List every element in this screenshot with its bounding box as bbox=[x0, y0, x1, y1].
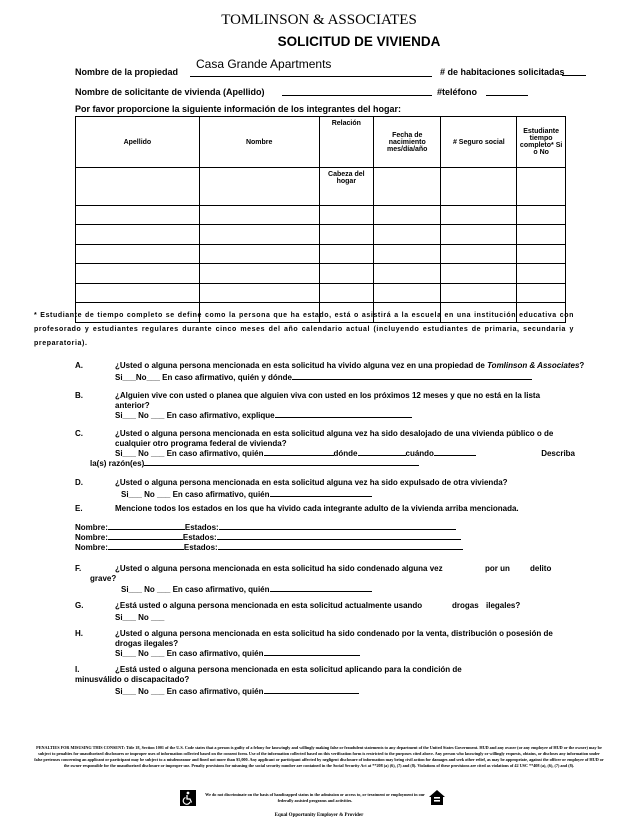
question-f-text: ¿Usted o alguna persona mencionada en esta solicitud ha sido condenado alguna vez bbox=[115, 564, 443, 573]
rooms-field[interactable] bbox=[562, 75, 586, 76]
question-g-label: G. bbox=[75, 601, 84, 610]
head-of-household: Cabeza del hogar bbox=[319, 168, 373, 206]
phone-label: #teléfono bbox=[437, 87, 478, 97]
property-field[interactable] bbox=[190, 56, 432, 77]
question-i-label: I. bbox=[75, 665, 80, 674]
table-cell[interactable] bbox=[441, 168, 517, 206]
question-a-label: A. bbox=[75, 361, 83, 370]
table-row[interactable] bbox=[76, 225, 566, 245]
col-ssn: # Seguro social bbox=[441, 117, 517, 168]
question-e-label: E. bbox=[75, 504, 83, 513]
question-g-ilegales: ilegales? bbox=[486, 601, 521, 610]
col-estudiante: Estudiante tiempo completo* Si o No bbox=[517, 117, 566, 168]
table-cell[interactable] bbox=[199, 168, 319, 206]
table-cell[interactable] bbox=[374, 168, 441, 206]
question-f-answer[interactable]: Si___ No ___ En caso afirmativo, quién bbox=[121, 585, 372, 595]
table-cell[interactable] bbox=[76, 168, 200, 206]
property-value: Casa Grande Apartments bbox=[196, 57, 332, 71]
states-row[interactable]: Nombre: Estados: bbox=[75, 543, 463, 553]
question-i-text2: minusválido o discapacitado? bbox=[75, 675, 190, 684]
question-h-text: ¿Usted o alguna persona mencionada en esta solicitud ha sido condenado por la venta, distribución o posesión de drogas ilegales? bbox=[115, 629, 553, 648]
table-row[interactable] bbox=[76, 264, 566, 284]
question-c-answer[interactable]: Si___ No ___ En caso afirmativo, quién dónde cuándo Describa bbox=[115, 449, 575, 458]
table-row[interactable] bbox=[76, 284, 566, 303]
states-row[interactable]: Nombre: Estados: bbox=[75, 523, 456, 533]
question-h-label: H. bbox=[75, 629, 83, 638]
col-nombre: Nombre bbox=[199, 117, 319, 168]
question-f-mid: por un bbox=[485, 564, 510, 573]
applicant-label: Nombre de solicitante de vivienda (Apellido) bbox=[75, 87, 265, 97]
question-d-answer[interactable]: Si___ No ___ En caso afirmativo, quién bbox=[121, 490, 372, 500]
question-e-text: Mencione todos los estados en los que ha vivido cada integrante adulto de la vivienda arriba mencionada. bbox=[115, 504, 519, 513]
question-a-text: ¿Usted o alguna persona mencionada en esta solicitud ha vivido alguna vez en una propiedad de Tomlinson & Associates? bbox=[115, 361, 585, 370]
question-b-answer[interactable]: Si___ No ___ En caso afirmativo, explique bbox=[115, 411, 412, 421]
question-c-describa: Describa bbox=[541, 449, 575, 458]
question-g-drogas: drogas bbox=[452, 601, 479, 610]
question-f-grave: grave? bbox=[90, 574, 117, 583]
property-label: Nombre de la propiedad bbox=[75, 67, 179, 77]
question-c-reason[interactable]: la(s) razón(es) bbox=[90, 459, 419, 469]
nondiscrimination-text: We do not discriminate on the basis of handicapped status in the admission or access to, or treatment or employment in our federally assisted programs and activities. bbox=[205, 792, 425, 803]
question-a-company: Tomlinson & Associates bbox=[487, 361, 580, 370]
student-note: * Estudiante de tiempo completo se define como la persona que ha estado, está o asistirá a la escuela en una institución educativa con profesorado y estudiantes regulares durante cinco meses del año calendario actual (incluyendo estudiantes de primaria, secundaria y preparatoria). bbox=[34, 312, 574, 347]
household-table bbox=[75, 116, 566, 323]
household-intro: Por favor proporcione la siguiente información de los integrantes del hogar: bbox=[75, 104, 402, 114]
form-title: SOLICITUD DE VIVIENDA bbox=[277, 34, 441, 49]
question-d-label: D. bbox=[75, 478, 83, 487]
equal-housing-icon bbox=[428, 789, 446, 806]
question-h-answer[interactable]: Si___ No ___ En caso afirmativo, quién bbox=[115, 649, 360, 659]
col-fecha: Fecha de nacimiento mes/día/año bbox=[374, 117, 441, 168]
question-c-text: ¿Usted o alguna persona mencionada en esta solicitud alguna vez ha sido desalojado de una vivienda público o de cualquier otro programa federal de vivienda? bbox=[115, 429, 554, 448]
rooms-label: # de habitaciones solicitadas bbox=[440, 67, 565, 77]
question-g-text: ¿Está usted o alguna persona mencionada en esta solicitud actualmente usando bbox=[115, 601, 423, 610]
accessibility-icon bbox=[180, 790, 196, 806]
question-f-label: F. bbox=[75, 564, 82, 573]
question-d-text: ¿Usted o alguna persona mencionada en esta solicitud alguna vez ha sido expulsado de otra vivienda? bbox=[115, 478, 508, 487]
question-b-label: B. bbox=[75, 391, 83, 400]
table-row[interactable] bbox=[76, 245, 566, 264]
table-row[interactable] bbox=[76, 206, 566, 225]
question-i-answer[interactable]: Si___ No ___ En caso afirmativo, quién bbox=[115, 687, 359, 697]
col-apellido: Apellido bbox=[76, 117, 200, 168]
penalties-text: PENALTIES FOR MISUSING THIS CONSENT: Title 18, Section 1001 of the U.S. Code states that a person is guilty of a felony for knowingly and willingly making false or fraudulent statements to any department of the United States Government. HUD and any owner (or any employee of HUD or the owner) may be subject to penalties for unauthorized disclosures or improper uses of information collected based on the consent form. Use of the information collected based on this verification form is restricted to the purposes cited above. Any person who knowingly or willingly requests, obtains, or discloses any information under false pretenses concerning an applicant or participant may be subject to a misdemeanor and fined not more than $5,000. Any applicant or participant affected by negligent disclosure of information may bring civil action for damages and seek other relief, as may be appropriate, against the officer or employee of HUD or the owner responsible for the unauthorized disclosure or improper use. Penalty provisions for misusing the social security number are contained in the Social Security Act at **208 (a) (6), (7) and (8). Violations of these provisions are cited as violations of 42 USC **408 (a), (6), (7) and (8). bbox=[34, 745, 604, 768]
question-g-answer[interactable]: Si___ No ___ bbox=[115, 613, 165, 622]
phone-field[interactable] bbox=[486, 95, 528, 96]
equal-opportunity-text: Equal Opportunity Employer & Provider bbox=[274, 813, 364, 818]
company-name: TOMLINSON & ASSOCIATES bbox=[221, 12, 417, 28]
question-f-delito: delito bbox=[530, 564, 552, 573]
states-row[interactable]: Nombre: Estados: bbox=[75, 533, 461, 543]
col-relacion: Relación bbox=[319, 117, 373, 168]
question-b-text: ¿Alguien vive con usted o planea que alguien viva con usted en los próximos 12 meses y que no está en la lista anterior? bbox=[115, 391, 541, 410]
question-c-label: C. bbox=[75, 429, 83, 438]
applicant-field[interactable] bbox=[282, 95, 432, 96]
question-a-answer[interactable]: Si___No___ En caso afirmativo, quién y dónde bbox=[115, 373, 532, 383]
table-cell[interactable] bbox=[517, 168, 566, 206]
question-i-text: ¿Está usted o alguna persona mencionada en esta solicitud aplicando para la condición de bbox=[115, 665, 462, 674]
